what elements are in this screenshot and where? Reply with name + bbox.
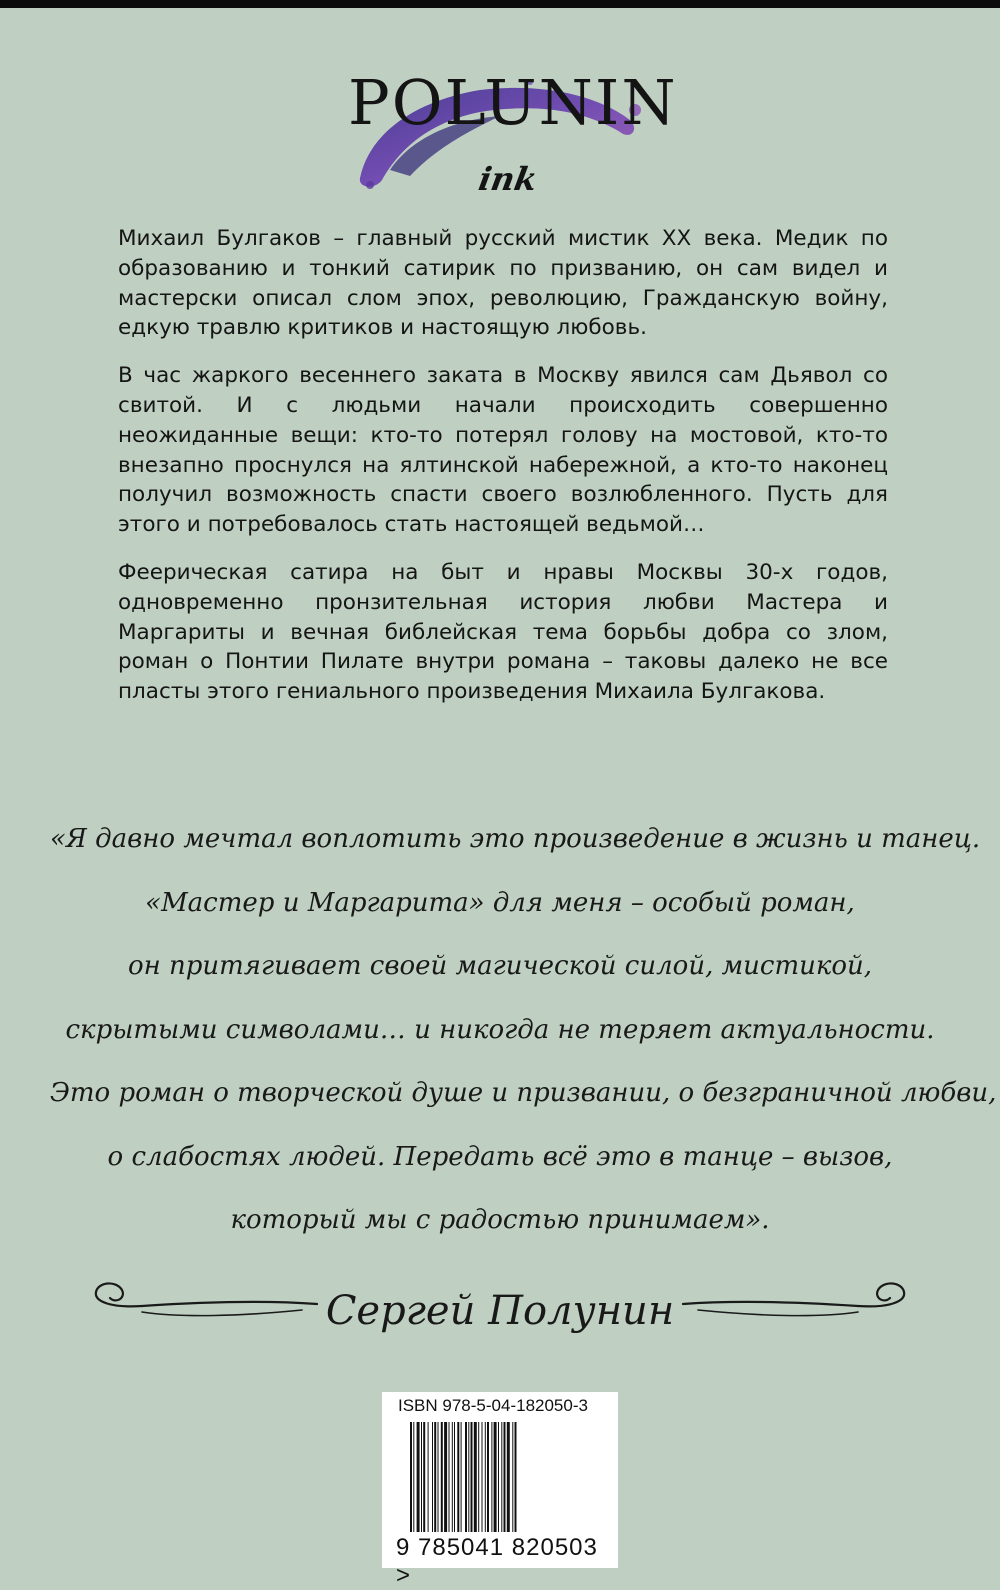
description-paragraph-1: Михаил Булгаков – главный русский мистик XX века. Медик по образованию и тонкий сатирик по призванию, он сам видел и мастерски описал слом эпох, революцию, Гражданскую войну, едкую травлю критиков и настоящую любовь.	[118, 226, 888, 341]
barcode-bar	[498, 1422, 499, 1532]
barcode-bar	[441, 1422, 443, 1532]
publisher-subname: ink	[475, 160, 541, 198]
isbn-label: ISBN 978-5-04-182050-3	[398, 1396, 588, 1415]
quote-author: Сергей Полунин	[325, 1288, 675, 1334]
quote-line-4: скрытыми символами… и никогда не теряет актуальности.	[65, 1014, 935, 1045]
publisher-name: POLUNIN	[348, 66, 678, 139]
author-quote	[50, 808, 997, 1253]
barcode-bar	[478, 1422, 479, 1532]
barcode-bar	[504, 1422, 506, 1532]
barcode-bar	[474, 1422, 477, 1532]
barcode-bar	[487, 1422, 489, 1532]
barcode-bar	[410, 1422, 412, 1532]
barcode-bar	[417, 1422, 420, 1532]
barcode-bar	[454, 1422, 455, 1532]
quote-line-2: «Мастер и Маргарита» для меня – особый роман,	[145, 887, 855, 918]
barcode-bar	[457, 1422, 459, 1532]
barcode-bar	[465, 1422, 467, 1532]
quote-line-1: «Я давно мечтал воплотить это произведение в жизнь и танец.	[50, 824, 981, 854]
quote-line-5: Это роман о творческой душе и призвании, о безграничной любви,	[50, 1078, 997, 1108]
barcode-bar	[449, 1422, 450, 1532]
barcode-bar	[482, 1422, 483, 1532]
quote-line-6: о слабостях людей. Передать всё это в танце – вызов,	[107, 1141, 893, 1172]
barcode-bar	[501, 1422, 502, 1532]
barcode-bar	[491, 1422, 492, 1532]
publisher-logo	[330, 60, 678, 198]
left-flourish-icon	[82, 1272, 322, 1332]
book-description	[118, 224, 888, 725]
barcode-bar	[452, 1422, 453, 1532]
barcode-icon	[410, 1422, 590, 1532]
isbn-barcode-block	[382, 1392, 618, 1589]
barcode-bar	[485, 1422, 486, 1532]
quote-line-3: он притягивает своей магической силой, мистикой,	[127, 951, 873, 981]
barcode-bar	[512, 1422, 513, 1532]
barcode-bar	[444, 1422, 447, 1532]
barcode-bar	[515, 1422, 517, 1532]
description-paragraph-2: В час жаркого весеннего заката в Москву явился сам Дьявол со свитой. И с людьми начали происходить совершенно неожиданные вещи: кто-то потерял голову на мостовой, кто-то внезапно проснулся на ялтинской набережной, а кто-то наконец получил возможность спасти своего возлюбленного. Пусть для этого и потребовалось стать настоящей ведьмой…	[118, 363, 888, 538]
quote-line-7: который мы с радостью принимаем».	[230, 1205, 770, 1235]
barcode-bar	[494, 1422, 497, 1532]
barcode-bar	[428, 1422, 429, 1532]
description-paragraph-3: Феерическая сатира на быт и нравы Москвы 30-х годов, одновременно пронзительная история любви Мастера и Маргариты и вечная библейская тема борьбы добра со злом, роман о Понтии Пилате внутри романа – таковы далеко не все пласты этого гениального произведения Михаила Булгакова.	[118, 559, 888, 705]
barcode-bar	[438, 1422, 439, 1532]
barcode-bar	[468, 1422, 469, 1532]
barcode-bar	[421, 1422, 422, 1532]
barcode-bar	[507, 1422, 510, 1532]
top-edge-line	[0, 0, 1000, 8]
right-flourish-icon	[678, 1272, 918, 1332]
isbn-digits: 9 785041 820503 >	[396, 1534, 598, 1589]
barcode-bar	[471, 1422, 473, 1532]
barcode-bar	[461, 1422, 462, 1532]
barcode-bar	[432, 1422, 433, 1532]
barcode-bar	[413, 1422, 414, 1532]
barcode-bar	[423, 1422, 425, 1532]
barcode-bar	[434, 1422, 436, 1532]
